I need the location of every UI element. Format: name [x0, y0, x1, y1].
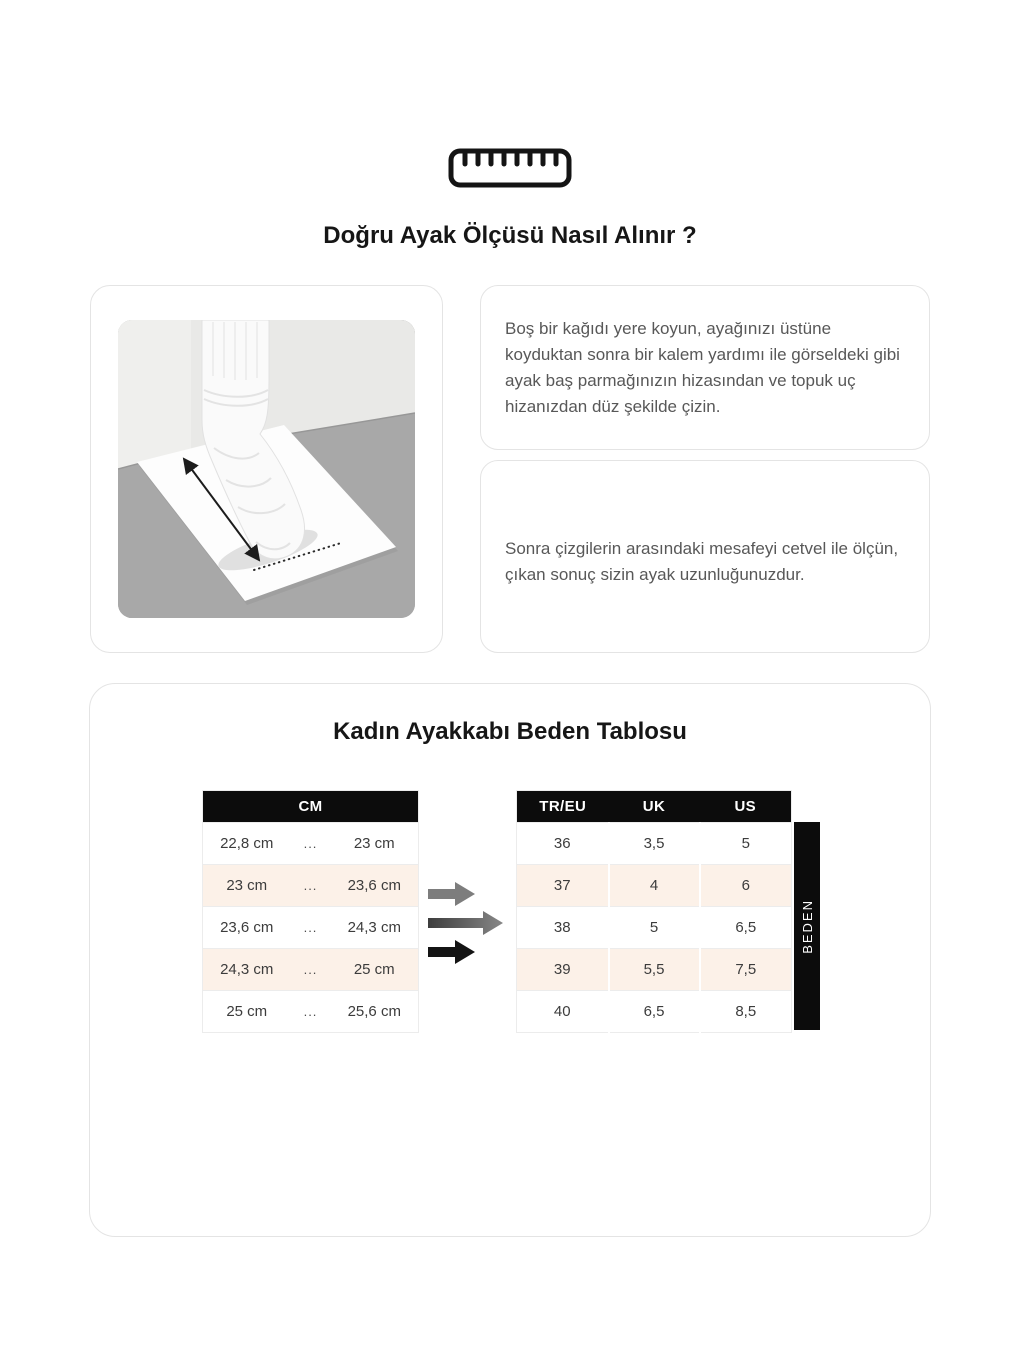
triple-arrow-right-svg	[428, 878, 508, 966]
header-uk: UK	[609, 791, 700, 823]
size-tr-eu: 38	[517, 907, 609, 949]
table-row	[517, 991, 792, 1033]
cm-max: 23 cm	[331, 823, 419, 865]
beden-side-label-text: BEDEN	[799, 898, 815, 954]
size-uk: 6,5	[609, 991, 700, 1033]
size-tr-eu: 36	[517, 823, 609, 865]
table-row	[203, 991, 419, 1033]
foot-measure-photo-card	[90, 285, 443, 653]
size-uk: 5,5	[609, 949, 700, 991]
size-table-card	[89, 683, 931, 1237]
table-row	[203, 865, 419, 907]
cm-table	[202, 790, 419, 1033]
intl-size-table	[516, 790, 792, 1033]
table-row	[203, 949, 419, 991]
size-uk: 4	[609, 865, 700, 907]
cm-max: 24,3 cm	[331, 907, 419, 949]
range-dots: ...	[291, 907, 331, 949]
range-dots: ...	[291, 865, 331, 907]
cm-min: 24,3 cm	[203, 949, 291, 991]
cm-min: 25 cm	[203, 991, 291, 1033]
cm-max: 23,6 cm	[331, 865, 419, 907]
cm-min: 22,8 cm	[203, 823, 291, 865]
size-uk: 3,5	[609, 823, 700, 865]
ruler-icon	[448, 148, 572, 188]
foot-on-paper-illustration	[118, 320, 415, 618]
table-row	[517, 907, 792, 949]
foot-measure-photo	[118, 320, 415, 618]
size-us: 6	[700, 865, 792, 907]
cm-max: 25,6 cm	[331, 991, 419, 1033]
size-tr-eu: 37	[517, 865, 609, 907]
table-row	[517, 949, 792, 991]
instruction-step-1-text: Boş bir kağıdı yere koyun, ayağınızı üstüne koyduktan sonra bir kalem yardımı ile görseldeki gibi ayak baş parmağınızın hizasından ve topuk uç hizanızdan düz şekilde çizin.	[505, 318, 900, 416]
header-us: US	[700, 791, 792, 823]
size-uk: 5	[609, 907, 700, 949]
range-dots: ...	[291, 823, 331, 865]
size-us: 7,5	[700, 949, 792, 991]
intl-header-row	[517, 791, 792, 823]
cm-table-header: CM	[203, 791, 419, 823]
instruction-steps	[480, 285, 930, 653]
cm-min: 23,6 cm	[203, 907, 291, 949]
size-tr-eu: 40	[517, 991, 609, 1033]
range-dots: ...	[291, 991, 331, 1033]
table-row	[517, 823, 792, 865]
header-tr-eu: TR/EU	[517, 791, 609, 823]
instruction-step-2	[480, 460, 930, 653]
size-tables-row	[202, 790, 930, 1033]
table-row	[203, 907, 419, 949]
table-row	[203, 823, 419, 865]
size-us: 6,5	[700, 907, 792, 949]
range-dots: ...	[291, 949, 331, 991]
size-us: 5	[700, 823, 792, 865]
ruler-icon-svg	[448, 148, 572, 188]
page-title: Doğru Ayak Ölçüsü Nasıl Alınır ?	[323, 222, 697, 249]
triple-arrow-right-icon	[419, 790, 516, 966]
measure-instructions-section	[90, 285, 930, 653]
cm-max: 25 cm	[331, 949, 419, 991]
size-us: 8,5	[700, 991, 792, 1033]
instruction-step-1	[480, 285, 930, 450]
cm-min: 23 cm	[203, 865, 291, 907]
beden-side-label	[794, 822, 820, 1030]
size-table-title: Kadın Ayakkabı Beden Tablosu	[333, 718, 687, 745]
instruction-step-2-text: Sonra çizgilerin arasındaki mesafeyi cetvel ile ölçün, çıkan sonuç sizin ayak uzunluğunuzdur.	[505, 539, 899, 584]
size-tr-eu: 39	[517, 949, 609, 991]
table-row	[517, 865, 792, 907]
